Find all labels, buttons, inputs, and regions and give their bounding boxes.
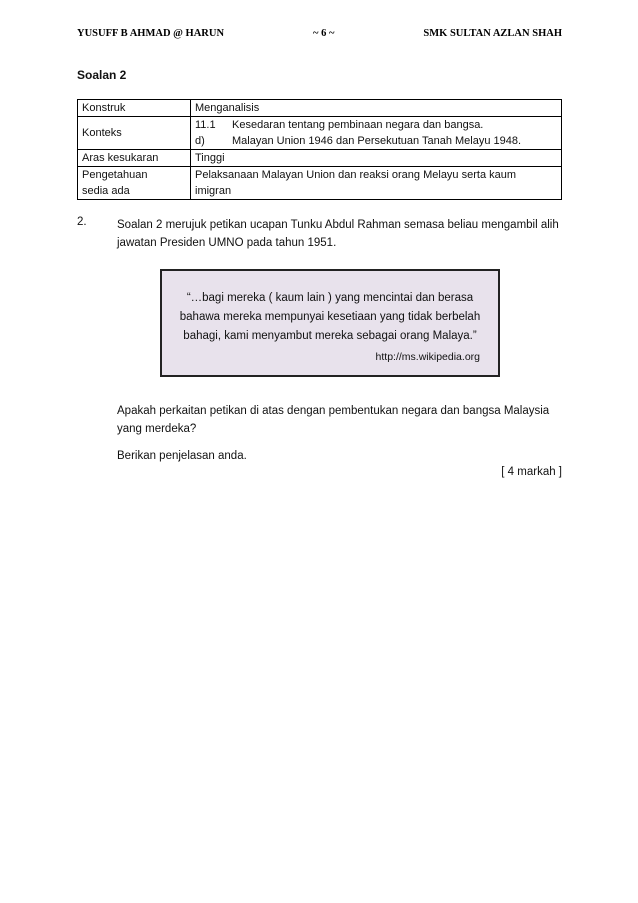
konteks-label: Konteks	[78, 117, 191, 150]
marks-label: [ 4 markah ]	[501, 466, 562, 478]
quote-box	[160, 269, 500, 377]
quote-line: “…bagi mereka ( kaum lain ) yang mencintai dan berasa	[186, 292, 474, 304]
question-prompt: Apakah perkaitan petikan di atas dengan pembentukan negara dan bangsa Malaysia yang merdeka?	[117, 405, 550, 435]
quote-line: bahagi, kami menyambut mereka sebagai orang Malaya.”	[183, 330, 477, 342]
konteks-line-number: 11.1	[195, 119, 216, 131]
konstruk-value: Menganalisis	[191, 100, 562, 117]
quote-source: http://ms.wikipedia.org	[375, 351, 480, 363]
question-number: 2.	[77, 216, 87, 228]
table-row	[78, 100, 562, 117]
konteks-line	[195, 117, 557, 133]
pengetahuan-value	[191, 167, 562, 200]
header-author: YUSUFF B AHMAD @ HARUN	[77, 28, 225, 39]
konteks-line-text: Kesedaran tentang pembinaan negara dan bangsa.	[232, 119, 484, 131]
page-header	[77, 28, 562, 39]
konteks-value	[191, 117, 562, 150]
header-school: SMK SULTAN AZLAN SHAH	[423, 28, 562, 39]
question-info-table	[77, 99, 562, 200]
pengetahuan-value-line: Pelaksanaan Malayan Union dan reaksi orang Melayu serta kaum	[195, 169, 517, 181]
header-page-number: ~ 6 ~	[313, 28, 335, 39]
quote-text	[172, 289, 488, 346]
question-instruction: Berikan penjelasan anda.	[117, 450, 247, 462]
pengetahuan-label	[78, 167, 191, 200]
konteks-line-number: d)	[195, 135, 205, 147]
section-title: Soalan 2	[77, 68, 127, 82]
pengetahuan-label-line: Pengetahuan	[82, 169, 148, 181]
table-row	[78, 167, 562, 200]
aras-label: Aras kesukaran	[78, 150, 191, 167]
quote-line: bahawa mereka mempunyai kesetiaan yang tidak berbelah	[179, 311, 481, 323]
pengetahuan-label-line: sedia ada	[82, 185, 130, 197]
pengetahuan-value-line: imigran	[195, 185, 232, 197]
question-text: Soalan 2 merujuk petikan ucapan Tunku Abdul Rahman semasa beliau mengambil alih jawatan Presiden UMNO pada tahun 1951.	[117, 219, 559, 249]
konteks-line-text: Malayan Union 1946 dan Persekutuan Tanah Melayu 1948.	[232, 135, 522, 147]
table-row	[78, 150, 562, 167]
table-row	[78, 117, 562, 150]
konstruk-label: Konstruk	[78, 100, 191, 117]
aras-value: Tinggi	[191, 150, 562, 167]
konteks-line	[195, 133, 557, 149]
